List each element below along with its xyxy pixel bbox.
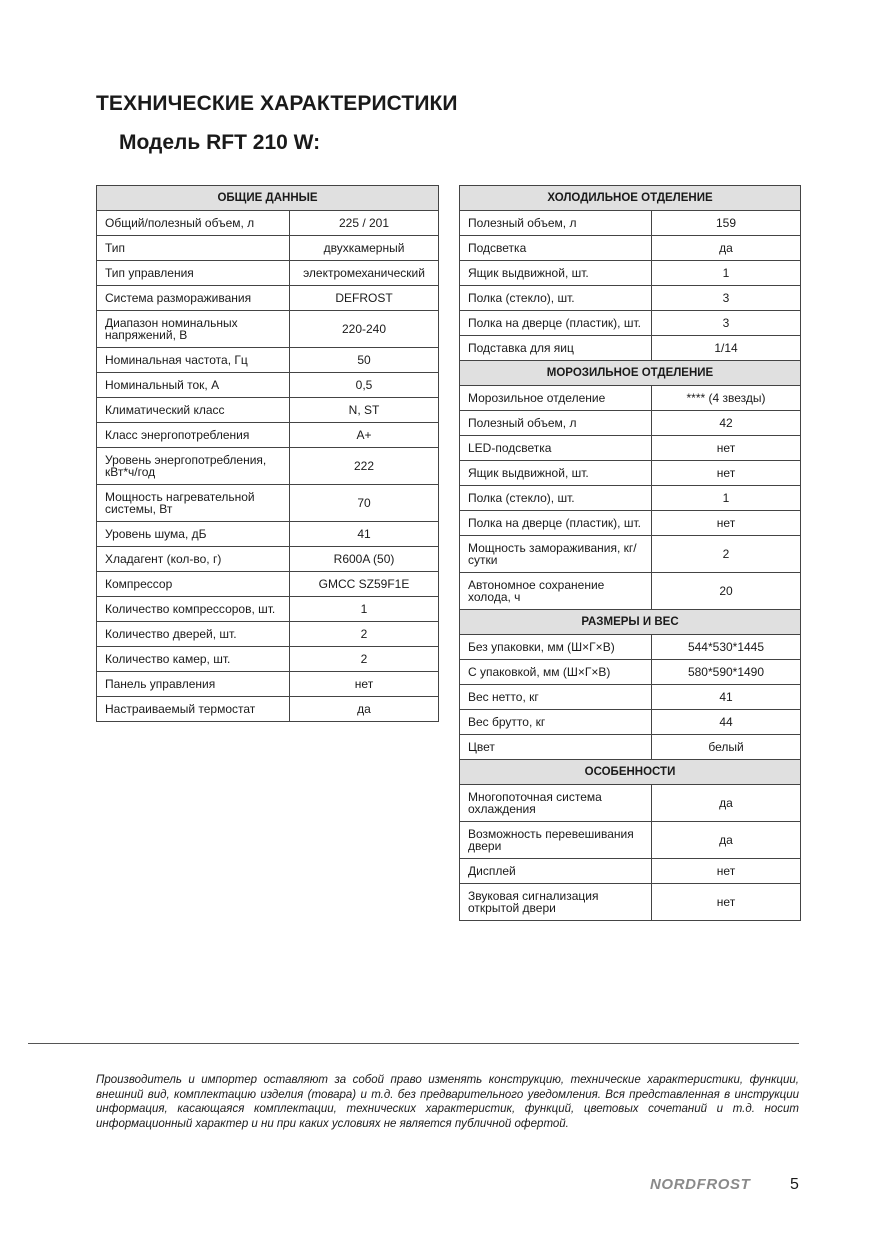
param-value: нет — [652, 859, 801, 884]
param-label: Автономное сохранение холода, ч — [460, 573, 652, 610]
table-row — [460, 573, 801, 610]
table-row — [97, 522, 439, 547]
param-value: 2 — [290, 647, 439, 672]
param-value: A+ — [290, 423, 439, 448]
param-label: Цвет — [460, 735, 652, 760]
table-row — [97, 348, 439, 373]
table-row — [97, 697, 439, 722]
param-value: нет — [652, 461, 801, 486]
param-label: Уровень шума, дБ — [97, 522, 290, 547]
param-label: Тип — [97, 236, 290, 261]
param-value: 70 — [290, 485, 439, 522]
param-value: 3 — [652, 311, 801, 336]
param-label: Диапазон номинальных напряжений, В — [97, 311, 290, 348]
section-header-features — [460, 760, 801, 785]
table-row — [97, 211, 439, 236]
param-label: Количество камер, шт. — [97, 647, 290, 672]
table-row — [460, 386, 801, 411]
param-value: 2 — [290, 622, 439, 647]
param-label: Номинальная частота, Гц — [97, 348, 290, 373]
param-label: Полезный объем, л — [460, 411, 652, 436]
param-value: 2 — [652, 536, 801, 573]
table-row — [460, 236, 801, 261]
param-value: 20 — [652, 573, 801, 610]
param-label: Возможность перевешивания двери — [460, 822, 652, 859]
param-label: Настраиваемый термостат — [97, 697, 290, 722]
table-row — [97, 236, 439, 261]
param-value: 544*530*1445 — [652, 635, 801, 660]
table-row — [460, 311, 801, 336]
model-title: Модель RFT 210 W: — [119, 131, 321, 154]
param-value: 42 — [652, 411, 801, 436]
param-label: Вес брутто, кг — [460, 710, 652, 735]
param-label: Ящик выдвижной, шт. — [460, 261, 652, 286]
table-row — [97, 398, 439, 423]
section-header-dimensions — [460, 610, 801, 635]
table-row — [460, 511, 801, 536]
table-row — [97, 286, 439, 311]
param-value: нет — [652, 511, 801, 536]
page-title: ТЕХНИЧЕСКИЕ ХАРАКТЕРИСТИКИ — [96, 92, 458, 115]
param-value: нет — [652, 884, 801, 921]
param-value: 220-240 — [290, 311, 439, 348]
param-value: 1 — [652, 486, 801, 511]
table-row — [460, 884, 801, 921]
section-title: МОРОЗИЛЬНОЕ ОТДЕЛЕНИЕ — [460, 361, 801, 386]
table-row — [460, 211, 801, 236]
table-row — [97, 597, 439, 622]
table-row — [460, 336, 801, 361]
section-title: ОСОБЕННОСТИ — [460, 760, 801, 785]
param-label: Полка на дверце (пластик), шт. — [460, 311, 652, 336]
param-value: 41 — [290, 522, 439, 547]
param-label: Количество компрессоров, шт. — [97, 597, 290, 622]
param-label: Многопоточная система охлаждения — [460, 785, 652, 822]
param-value: да — [652, 822, 801, 859]
param-label: Система размораживания — [97, 286, 290, 311]
table-row — [460, 261, 801, 286]
param-value: нет — [290, 672, 439, 697]
table-row — [460, 735, 801, 760]
param-value: 1/14 — [652, 336, 801, 361]
table-row — [97, 423, 439, 448]
table-row — [97, 547, 439, 572]
param-value: да — [652, 236, 801, 261]
param-label: Компрессор — [97, 572, 290, 597]
param-label: Морозильное отделение — [460, 386, 652, 411]
param-label: Полезный объем, л — [460, 211, 652, 236]
section-title: ОБЩИЕ ДАННЫЕ — [97, 186, 439, 211]
table-row — [460, 859, 801, 884]
table-row — [460, 685, 801, 710]
param-value: 41 — [652, 685, 801, 710]
param-value: 1 — [290, 597, 439, 622]
table-row — [460, 461, 801, 486]
section-title: РАЗМЕРЫ И ВЕС — [460, 610, 801, 635]
section-title: ХОЛОДИЛЬНОЕ ОТДЕЛЕНИЕ — [460, 186, 801, 211]
param-label: LED-подсветка — [460, 436, 652, 461]
table-row — [97, 622, 439, 647]
param-label: С упаковкой, мм (Ш×Г×В) — [460, 660, 652, 685]
param-label: Уровень энергопотребления, кВт*ч/год — [97, 448, 290, 485]
param-label: Ящик выдвижной, шт. — [460, 461, 652, 486]
param-label: Полка (стекло), шт. — [460, 486, 652, 511]
param-label: Общий/полезный объем, л — [97, 211, 290, 236]
param-value: белый — [652, 735, 801, 760]
param-value: GMCC SZ59F1E — [290, 572, 439, 597]
section-header-freezer — [460, 361, 801, 386]
param-label: Тип управления — [97, 261, 290, 286]
table-row — [460, 436, 801, 461]
table-row — [460, 486, 801, 511]
compartments-table — [459, 185, 801, 921]
param-value: **** (4 звезды) — [652, 386, 801, 411]
table-row — [460, 822, 801, 859]
table-row — [97, 261, 439, 286]
param-label: Количество дверей, шт. — [97, 622, 290, 647]
table-row — [460, 635, 801, 660]
table-row — [460, 660, 801, 685]
param-label: Номинальный ток, А — [97, 373, 290, 398]
table-row — [97, 311, 439, 348]
param-value: да — [290, 697, 439, 722]
table-row — [97, 373, 439, 398]
param-label: Мощность нагревательной системы, Вт — [97, 485, 290, 522]
param-value: нет — [652, 436, 801, 461]
param-value: 1 — [652, 261, 801, 286]
param-value: 44 — [652, 710, 801, 735]
param-value: 225 / 201 — [290, 211, 439, 236]
table-row — [97, 647, 439, 672]
param-label: Полка на дверце (пластик), шт. — [460, 511, 652, 536]
brand-logo: NORDFROST — [650, 1176, 751, 1193]
param-value: 0,5 — [290, 373, 439, 398]
param-value: электромеханический — [290, 261, 439, 286]
table-row — [97, 572, 439, 597]
table-row — [97, 448, 439, 485]
param-label: Класс энергопотребления — [97, 423, 290, 448]
param-label: Полка (стекло), шт. — [460, 286, 652, 311]
footer-divider — [28, 1043, 799, 1044]
param-label: Панель управления — [97, 672, 290, 697]
general-data-table — [96, 185, 439, 722]
table-row — [97, 485, 439, 522]
param-label: Звуковая сигнализация открытой двери — [460, 884, 652, 921]
param-value: N, ST — [290, 398, 439, 423]
page-number: 5 — [790, 1176, 799, 1193]
legal-disclaimer: Производитель и импортер оставляют за собой право изменять конструкцию, технические характеристики, функции, внешний вид, комплектацию изделия (товара) и т.д. без предварительного уведомления. Вся представленная в инструкции информация, касающаяся комплектации, технических характеристик, функций, цветовых сочетаний и т.д. носит информационный характер и ни при каких условиях не является публичной офертой. — [96, 1074, 799, 1130]
param-value: 50 — [290, 348, 439, 373]
table-row — [460, 536, 801, 573]
param-value: 159 — [652, 211, 801, 236]
param-label: Хладагент (кол-во, г) — [97, 547, 290, 572]
table-row — [97, 672, 439, 697]
param-label: Без упаковки, мм (Ш×Г×В) — [460, 635, 652, 660]
table-row — [460, 710, 801, 735]
table-row — [460, 785, 801, 822]
table-row — [460, 411, 801, 436]
param-value: 3 — [652, 286, 801, 311]
param-label: Подсветка — [460, 236, 652, 261]
section-header-general — [97, 186, 439, 211]
param-label: Вес нетто, кг — [460, 685, 652, 710]
param-value: DEFROST — [290, 286, 439, 311]
param-value: 222 — [290, 448, 439, 485]
param-label: Подставка для яиц — [460, 336, 652, 361]
param-label: Дисплей — [460, 859, 652, 884]
param-value: R600A (50) — [290, 547, 439, 572]
section-header-fridge — [460, 186, 801, 211]
param-value: двухкамерный — [290, 236, 439, 261]
param-value: 580*590*1490 — [652, 660, 801, 685]
param-value: да — [652, 785, 801, 822]
param-label: Климатический класс — [97, 398, 290, 423]
table-row — [460, 286, 801, 311]
param-label: Мощность замораживания, кг/сутки — [460, 536, 652, 573]
